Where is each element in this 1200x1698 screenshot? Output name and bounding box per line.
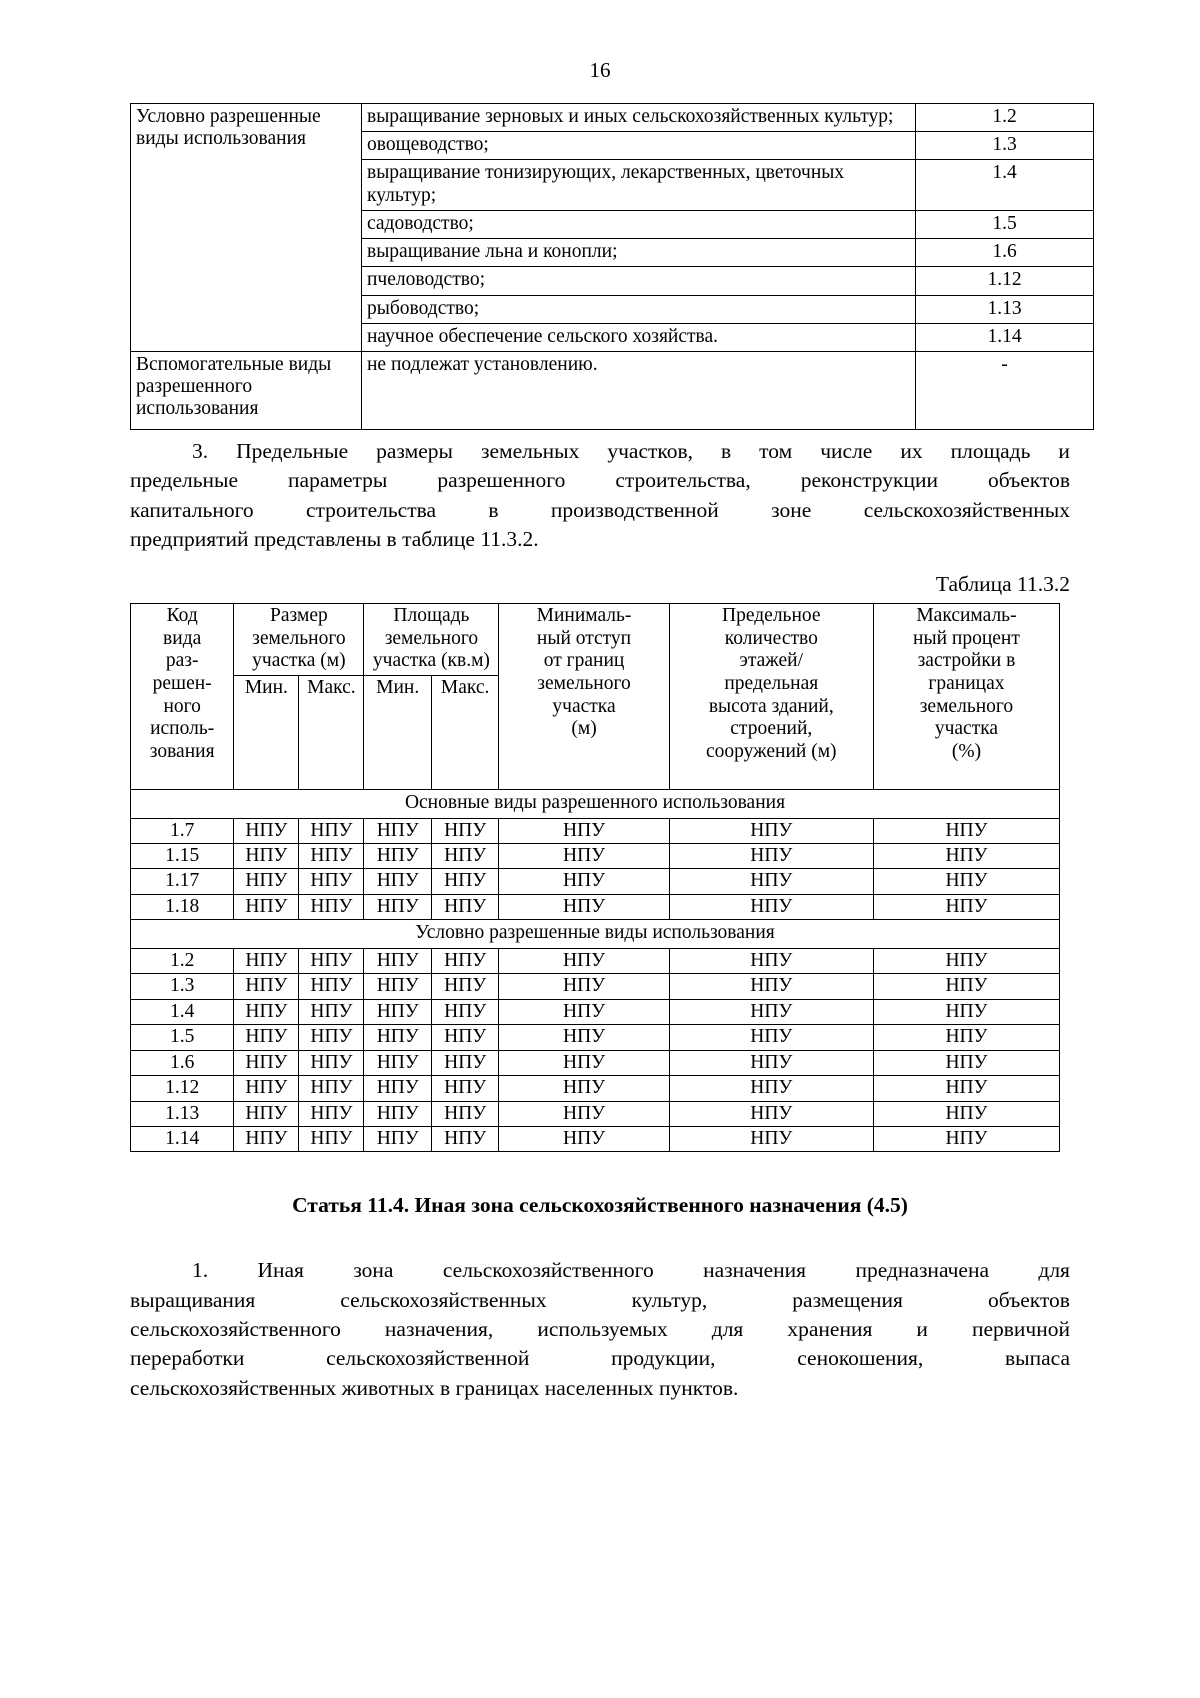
cell-percent: НПУ: [873, 1025, 1059, 1050]
table-row: [131, 104, 1094, 132]
cell-size-max: НПУ: [299, 1101, 364, 1126]
word: Предельные: [236, 438, 349, 463]
row-code: 1.15: [131, 844, 234, 869]
cell-size-max: НПУ: [299, 894, 364, 919]
cell-area-min: НПУ: [364, 894, 431, 919]
row-code: 1.14: [131, 1127, 234, 1152]
table-row: [131, 1025, 1060, 1050]
cell-floors: НПУ: [669, 1101, 873, 1126]
word: зона: [353, 1258, 394, 1283]
use-description: научное обеспечение сельского хозяйства.: [362, 323, 916, 351]
paragraph-3: [130, 437, 1070, 554]
header-area-max: Макс.: [431, 675, 498, 789]
article-heading: Статья 11.4. Иная зона сельскохозяйственного назначения (4.5): [292, 1193, 908, 1218]
header-size-min: Мин.: [234, 675, 299, 789]
word: для: [1038, 1258, 1070, 1283]
use-code: 1.2: [916, 104, 1094, 132]
header-area-min: Мин.: [364, 675, 431, 789]
use-description: рыбоводство;: [362, 295, 916, 323]
use-category-label: Условно разрешенные виды использования: [131, 104, 362, 352]
cell-percent: НПУ: [873, 1127, 1059, 1152]
cell-floors: НПУ: [669, 948, 873, 973]
use-code: 1.12: [916, 267, 1094, 295]
use-code: 1.14: [916, 323, 1094, 351]
row-code: 1.13: [131, 1101, 234, 1126]
word: Иная: [257, 1258, 304, 1283]
use-description: не подлежат установлению.: [362, 351, 916, 429]
permitted-uses-table-body: [131, 104, 1094, 430]
cell-size-max: НПУ: [299, 1050, 364, 1075]
header-line: этажей/: [739, 650, 804, 672]
cell-percent: НПУ: [873, 999, 1059, 1024]
cell-floors: НПУ: [669, 1127, 873, 1152]
word: сенокошения,: [797, 1346, 924, 1371]
cell-setback: НПУ: [499, 818, 669, 843]
cell-area-max: НПУ: [431, 1127, 498, 1152]
paragraph-line: [130, 437, 1070, 466]
cell-setback: НПУ: [499, 1050, 669, 1075]
cell-size-min: НПУ: [234, 844, 299, 869]
cell-size-min: НПУ: [234, 1101, 299, 1126]
word: разрешенного: [437, 468, 566, 493]
cell-area-max: НПУ: [431, 1101, 498, 1126]
cell-area-min: НПУ: [364, 1025, 431, 1050]
word: используемых: [537, 1317, 668, 1342]
cell-floors: НПУ: [669, 844, 873, 869]
cell-percent: НПУ: [873, 894, 1059, 919]
cell-floors: НПУ: [669, 818, 873, 843]
word: выращивания: [130, 1287, 256, 1312]
section-header-row: [131, 789, 1060, 818]
cell-percent: НПУ: [873, 844, 1059, 869]
cell-size-max: НПУ: [299, 1025, 364, 1050]
word: сельскохозяйственных: [340, 1287, 547, 1312]
word: 1.: [192, 1258, 209, 1283]
header-floors: [669, 604, 873, 790]
cell-setback: НПУ: [499, 1076, 669, 1101]
cell-size-max: НПУ: [299, 818, 364, 843]
cell-setback: НПУ: [499, 1127, 669, 1152]
cell-area-max: НПУ: [431, 869, 498, 894]
cell-setback: НПУ: [499, 1101, 669, 1126]
section-title: Основные виды разрешенного использования: [131, 789, 1060, 818]
header-line: вида: [163, 627, 202, 649]
table-row: [131, 948, 1060, 973]
cell-percent: НПУ: [873, 1076, 1059, 1101]
word: культур,: [631, 1287, 708, 1312]
use-description: выращивание льна и конопли;: [362, 239, 916, 267]
section-title: Условно разрешенные виды использования: [131, 920, 1060, 949]
table-row: [131, 869, 1060, 894]
header-line: раз-: [165, 650, 199, 672]
word: продукции,: [611, 1346, 716, 1371]
cell-floors: НПУ: [669, 894, 873, 919]
row-code: 1.7: [131, 818, 234, 843]
use-code: 1.4: [916, 160, 1094, 210]
word: объектов: [987, 1287, 1070, 1312]
word: параметры: [288, 468, 388, 493]
word: реконструкции: [800, 468, 938, 493]
row-code: 1.17: [131, 869, 234, 894]
word: участков,: [607, 438, 694, 463]
header-line: решен-: [152, 672, 212, 694]
cell-size-min: НПУ: [234, 1050, 299, 1075]
word: размещения: [792, 1287, 903, 1312]
word: предназначена: [855, 1258, 990, 1283]
cell-setback: НПУ: [499, 894, 669, 919]
word: первичной: [971, 1317, 1070, 1342]
use-description: садоводство;: [362, 210, 916, 238]
header-line: участка: [934, 718, 999, 740]
header-line: высота зданий,: [708, 695, 834, 717]
parameters-table: [130, 603, 1060, 1152]
cell-size-max: НПУ: [299, 1127, 364, 1152]
header-line: земельного: [537, 672, 631, 694]
cell-size-min: НПУ: [234, 1025, 299, 1050]
use-description: выращивание тонизирующих, лекарственных, цветочных культур;: [362, 160, 916, 210]
cell-area-max: НПУ: [431, 844, 498, 869]
use-category-label: Вспомогательные виды разрешенного использования: [131, 351, 362, 429]
table-row: [131, 1050, 1060, 1075]
cell-size-max: НПУ: [299, 999, 364, 1024]
word: предельные: [130, 468, 239, 493]
word: площадь: [950, 438, 1031, 463]
paragraph-1: [130, 1256, 1070, 1403]
cell-setback: НПУ: [499, 1025, 669, 1050]
page-number: 16: [589, 58, 611, 82]
word: капитального: [130, 497, 254, 522]
header-line: сооружений (м): [706, 740, 837, 762]
cell-percent: НПУ: [873, 818, 1059, 843]
word: хранения: [787, 1317, 873, 1342]
table-row: [131, 974, 1060, 999]
cell-floors: НПУ: [669, 1076, 873, 1101]
table-caption: Таблица 11.3.2: [935, 572, 1070, 597]
cell-area-min: НПУ: [364, 1076, 431, 1101]
word: в: [721, 438, 732, 463]
word: и: [1058, 438, 1070, 463]
cell-area-min: НПУ: [364, 974, 431, 999]
use-description: пчеловодство;: [362, 267, 916, 295]
cell-area-max: НПУ: [431, 1076, 498, 1101]
cell-size-min: НПУ: [234, 894, 299, 919]
row-code: 1.5: [131, 1025, 234, 1050]
cell-percent: НПУ: [873, 948, 1059, 973]
word: зоне: [771, 497, 812, 522]
cell-area-max: НПУ: [431, 999, 498, 1024]
cell-size-max: НПУ: [299, 974, 364, 999]
word: 3.: [192, 438, 209, 463]
parameters-table-body: [131, 604, 1060, 1152]
word: назначения,: [384, 1317, 494, 1342]
cell-size-min: НПУ: [234, 974, 299, 999]
cell-floors: НПУ: [669, 869, 873, 894]
paragraph-line: [130, 466, 1070, 495]
table-row: [131, 844, 1060, 869]
cell-size-min: НПУ: [234, 999, 299, 1024]
word: и: [916, 1317, 928, 1342]
header-line: зования: [149, 740, 215, 762]
header-line: Максималь-: [916, 605, 1017, 627]
header-line: (м): [571, 718, 597, 740]
cell-area-max: НПУ: [431, 974, 498, 999]
cell-area-max: НПУ: [431, 1050, 498, 1075]
use-code: 1.5: [916, 210, 1094, 238]
paragraph-line: [130, 1344, 1070, 1373]
table-row: [131, 1127, 1060, 1152]
cell-area-max: НПУ: [431, 948, 498, 973]
cell-setback: НПУ: [499, 999, 669, 1024]
cell-area-min: НПУ: [364, 869, 431, 894]
cell-floors: НПУ: [669, 974, 873, 999]
word: назначения: [703, 1258, 807, 1283]
header-line: (%): [951, 740, 982, 762]
cell-percent: НПУ: [873, 974, 1059, 999]
word: том: [759, 438, 793, 463]
word: строительства: [305, 497, 437, 522]
cell-size-max: НПУ: [299, 869, 364, 894]
word: производственной: [550, 497, 719, 522]
word: их: [900, 438, 923, 463]
row-code: 1.4: [131, 999, 234, 1024]
header-line: участка: [552, 695, 616, 717]
cell-size-min: НПУ: [234, 948, 299, 973]
cell-floors: НПУ: [669, 1050, 873, 1075]
cell-size-max: НПУ: [299, 948, 364, 973]
row-code: 1.3: [131, 974, 234, 999]
permitted-uses-table: [130, 103, 1094, 430]
paragraph-line: [130, 1315, 1070, 1344]
word: для: [711, 1317, 744, 1342]
cell-size-min: НПУ: [234, 1076, 299, 1101]
header-line: застройки в: [917, 650, 1016, 672]
word: числе: [820, 438, 873, 463]
word: земельных: [480, 438, 580, 463]
row-code: 1.12: [131, 1076, 234, 1101]
cell-area-min: НПУ: [364, 948, 431, 973]
row-code: 1.2: [131, 948, 234, 973]
use-code: 1.6: [916, 239, 1094, 267]
word: сельскохозяйственного: [130, 1317, 341, 1342]
cell-area-max: НПУ: [431, 818, 498, 843]
cell-area-min: НПУ: [364, 818, 431, 843]
word: выпаса: [1005, 1346, 1070, 1371]
use-code: -: [916, 351, 1094, 429]
word: строительства,: [615, 468, 751, 493]
word: объектов: [987, 468, 1070, 493]
use-description: овощеводство;: [362, 132, 916, 160]
header-line: ный процент: [913, 627, 1020, 649]
cell-size-min: НПУ: [234, 869, 299, 894]
cell-floors: НПУ: [669, 1025, 873, 1050]
header-line: исполь-: [150, 718, 215, 740]
table-header-row: [131, 604, 1060, 676]
cell-area-min: НПУ: [364, 1101, 431, 1126]
cell-size-min: НПУ: [234, 818, 299, 843]
header-line: земельного: [919, 695, 1014, 717]
header-percent: [873, 604, 1059, 790]
table-row: [131, 999, 1060, 1024]
paragraph-line: [130, 496, 1070, 525]
use-code: 1.13: [916, 295, 1094, 323]
paragraph-line: сельскохозяйственных животных в границах населенных пунктов.: [130, 1375, 739, 1400]
use-description: выращивание зерновых и иных сельскохозяйственных культур;: [362, 104, 916, 132]
header-line: границах: [928, 672, 1005, 694]
header-setback: [499, 604, 669, 790]
word: сельскохозяйственного: [442, 1258, 654, 1283]
table-row: [131, 1101, 1060, 1126]
table-row: [131, 351, 1094, 429]
cell-percent: НПУ: [873, 869, 1059, 894]
cell-area-min: НПУ: [364, 1050, 431, 1075]
cell-setback: НПУ: [499, 974, 669, 999]
cell-area-min: НПУ: [364, 844, 431, 869]
header-size-max: Макс.: [299, 675, 364, 789]
table-row: [131, 1076, 1060, 1101]
cell-percent: НПУ: [873, 1101, 1059, 1126]
word: размеры: [376, 438, 453, 463]
header-size: Размер земельного участка (м): [234, 604, 364, 676]
row-code: 1.6: [131, 1050, 234, 1075]
cell-size-max: НПУ: [299, 844, 364, 869]
word: сельскохозяйственной: [326, 1346, 530, 1371]
cell-floors: НПУ: [669, 999, 873, 1024]
cell-size-min: НПУ: [234, 1127, 299, 1152]
header-line: от границ: [543, 650, 625, 672]
header-line: ного: [163, 695, 201, 717]
header-line: строений,: [730, 718, 813, 740]
section-header-row: [131, 920, 1060, 949]
word: переработки: [130, 1346, 245, 1371]
header-line: ный отступ: [536, 627, 632, 649]
header-line: Код: [166, 605, 198, 627]
cell-area-min: НПУ: [364, 1127, 431, 1152]
header-code: [131, 604, 234, 790]
use-code: 1.3: [916, 132, 1094, 160]
header-line: количество: [724, 627, 818, 649]
cell-area-max: НПУ: [431, 894, 498, 919]
paragraph-line: предприятий представлены в таблице 11.3.2.: [130, 527, 539, 551]
cell-setback: НПУ: [499, 844, 669, 869]
header-line: предельная: [724, 672, 819, 694]
row-code: 1.18: [131, 894, 234, 919]
paragraph-line: [130, 1256, 1070, 1285]
paragraph-line: [130, 1286, 1070, 1315]
header-area: Площадь земельного участка (кв.м): [364, 604, 499, 676]
word: в: [488, 497, 499, 522]
cell-setback: НПУ: [499, 948, 669, 973]
table-row: [131, 894, 1060, 919]
table-row: [131, 818, 1060, 843]
word: сельскохозяйственных: [863, 497, 1070, 522]
cell-percent: НПУ: [873, 1050, 1059, 1075]
cell-size-max: НПУ: [299, 1076, 364, 1101]
cell-area-max: НПУ: [431, 1025, 498, 1050]
header-line: Предельное: [722, 605, 821, 627]
cell-area-min: НПУ: [364, 999, 431, 1024]
header-line: Минималь-: [536, 605, 632, 627]
cell-setback: НПУ: [499, 869, 669, 894]
